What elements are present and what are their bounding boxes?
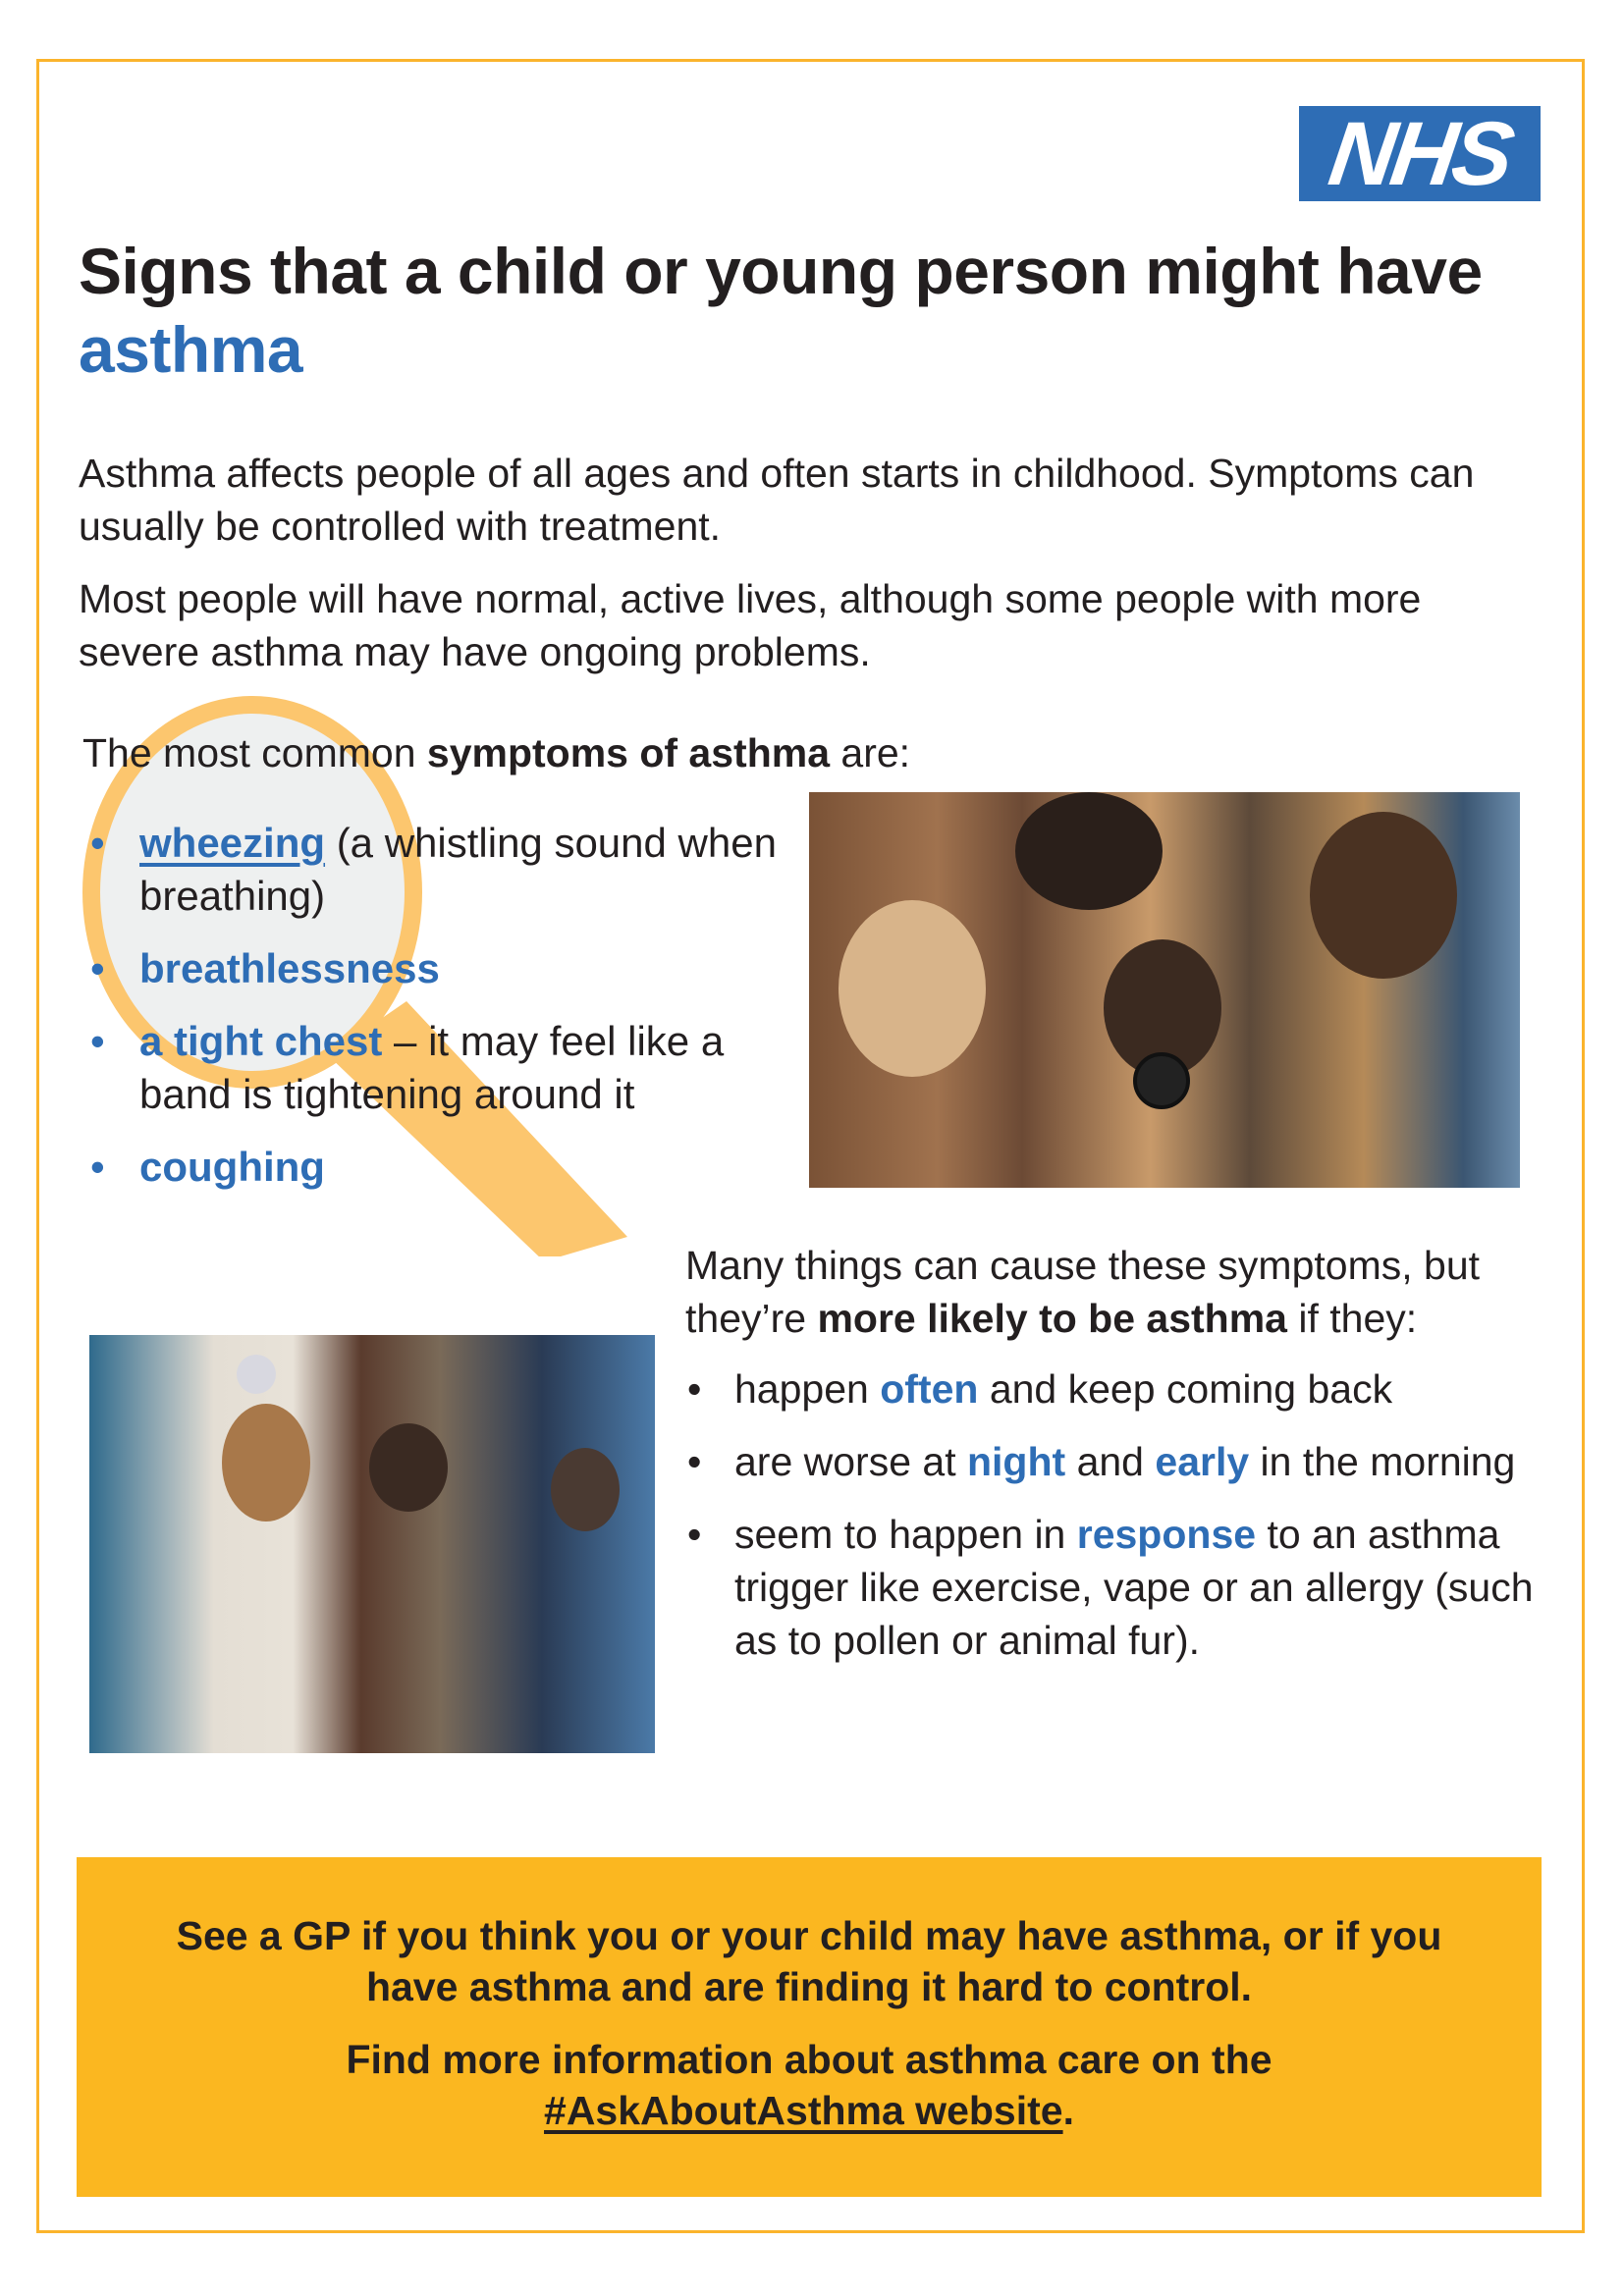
- cta-gp-text: See a GP if you think you or your child may have asthma, or if you have asthma and are finding it hard to control.: [176, 1913, 1442, 2009]
- causes-list: [685, 1362, 1549, 1667]
- item-text: and: [1065, 1439, 1156, 1484]
- list-item: [82, 1015, 789, 1121]
- causes-intro-end: if they:: [1286, 1296, 1418, 1341]
- item-text: happen: [734, 1366, 881, 1412]
- item-text: in the morning: [1249, 1439, 1516, 1484]
- cta-info-text: [77, 2034, 1542, 2136]
- item-text: seem to happen in: [734, 1512, 1077, 1557]
- cta-box: [77, 1857, 1542, 2197]
- item-highlight: breathlessness: [139, 945, 440, 991]
- cta-info-pre: Find more information about asthma care on the: [346, 2037, 1272, 2082]
- bullet-icon: •: [90, 1018, 105, 1064]
- item-text: to an asthma trigger like exercise, vape or an allergy (such as to pollen or animal fur).: [734, 1512, 1534, 1663]
- item-text: – it may feel like a band is tightening around it: [139, 1018, 725, 1117]
- causes-section: [685, 1239, 1549, 1686]
- symptoms-list: [82, 817, 789, 1213]
- list-item: [82, 817, 789, 923]
- intro-section: [79, 447, 1532, 698]
- item-highlight: early: [1155, 1439, 1250, 1484]
- bullet-icon: •: [90, 1144, 105, 1190]
- cta-info-end: .: [1062, 2088, 1074, 2133]
- title-text: Signs that a child or young person might have: [79, 235, 1483, 307]
- item-text: are worse at: [734, 1439, 967, 1484]
- item-highlight: coughing: [139, 1144, 325, 1190]
- causes-intro-text: Many things can cause these symptoms, but they’re: [685, 1243, 1481, 1341]
- item-text: (a whistling sound when breathing): [139, 820, 777, 919]
- bullet-icon: •: [687, 1512, 702, 1557]
- ask-about-asthma-link[interactable]: #AskAboutAsthma website: [544, 2088, 1063, 2133]
- teens-park-photo: [89, 1335, 655, 1753]
- item-text: and keep coming back: [978, 1366, 1393, 1412]
- list-item: [685, 1508, 1549, 1667]
- item-highlight: often: [880, 1366, 979, 1412]
- intro-paragraph-1: Asthma affects people of all ages and often starts in childhood. Symptoms can usually be controlled with treatment.: [79, 451, 1475, 549]
- item-highlight: night: [967, 1439, 1066, 1484]
- symptoms-lead-text: The most common: [82, 730, 427, 775]
- wheezing-link[interactable]: wheezing: [139, 820, 326, 866]
- item-highlight: a tight chest: [139, 1018, 383, 1064]
- symptoms-lead-bold: symptoms of asthma: [426, 730, 830, 775]
- title-accent: asthma: [79, 313, 303, 386]
- page-title: [79, 232, 1532, 389]
- nhs-logo: [1299, 103, 1541, 204]
- list-item: [82, 942, 789, 995]
- bullet-icon: •: [687, 1366, 702, 1412]
- children-magnifier-photo: [809, 792, 1520, 1188]
- intro-paragraph-2: Most people will have normal, active lives, although some people with more severe asthma may have ongoing problems.: [79, 576, 1422, 674]
- list-item: [685, 1435, 1549, 1488]
- causes-intro: [685, 1239, 1549, 1345]
- bullet-icon: •: [90, 945, 105, 991]
- list-item: [82, 1141, 789, 1194]
- symptoms-lead-end: are:: [830, 730, 911, 775]
- list-item: [685, 1362, 1549, 1415]
- symptoms-lead: [82, 726, 910, 779]
- item-highlight: response: [1076, 1512, 1257, 1557]
- causes-intro-bold: more likely to be asthma: [817, 1296, 1287, 1341]
- nhs-logo-text: NHS: [1323, 103, 1517, 204]
- bullet-icon: •: [90, 820, 105, 866]
- bullet-icon: •: [687, 1439, 702, 1484]
